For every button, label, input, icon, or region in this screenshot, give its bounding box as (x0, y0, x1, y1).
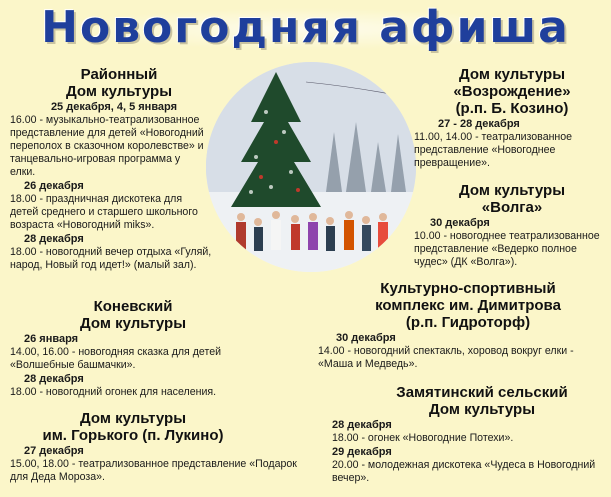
venue-name-line: Культурно-спортивный (380, 280, 556, 297)
event-date: 30 декабря (336, 332, 396, 344)
venue-name-line: «Возрождение» (453, 83, 571, 100)
venue-block-konevsky (10, 298, 256, 399)
event-text: 10.00 - новогоднее театрализованное представление «Ведерко полное чудес» (ДК «Волга»). (414, 230, 600, 268)
page-title: Новогодняя афиша (0, 0, 611, 56)
event-text: 18.00 - праздничная дискотека для детей среднего и старшего школьного возраста «Новогодний miks». (10, 193, 198, 231)
venue-name-line: «Волга» (481, 199, 543, 216)
venue-name-line: комплекс им. Димитрова (375, 297, 561, 314)
venue-name-line: Дом культуры (79, 410, 187, 427)
venue-block-rdk (10, 66, 238, 272)
event-date: 28 декабря (332, 419, 392, 431)
event-date: 25 декабря, 4, 5 января (50, 101, 178, 113)
event-text: 14.00 - новогодний спектакль, хоровод вокруг елки - «Маша и Медведь». (318, 345, 574, 370)
venue-block-vozrozhdenie (414, 66, 604, 170)
venue-name-line: Замятинский сельский (396, 384, 568, 401)
event-date: 28 декабря (24, 233, 84, 245)
venue-name-line: Коневский (93, 298, 173, 315)
venue-block-dimitrova (318, 280, 604, 371)
event-text: 18.00 - новогодний огонек для населения. (10, 386, 217, 398)
event-date: 30 декабря (430, 217, 490, 229)
venue-block-volga (414, 182, 604, 269)
event-text: 16.00 - музыкально-театрализованное представление для детей «Новогодний переполох в сказочном королевстве» и танцевально-игровая программа у елки. (10, 114, 204, 178)
event-text: 18.00 - новогодний вечер отдыха «Гуляй, народ, Новый год идет!» (малый зал). (10, 246, 212, 271)
venue-name-line: (р.п. Гидроторф) (405, 314, 531, 331)
event-date: 27 - 28 декабря (438, 118, 520, 130)
event-text: 18.00 - огонек «Новогодние Потехи». (332, 432, 514, 444)
event-text: 15.00, 18.00 - театрализованное представление «Подарок для Деда Мороза». (10, 458, 297, 483)
event-date: 26 декабря (24, 180, 84, 192)
event-date: 28 декабря (24, 373, 84, 385)
event-date: 27 декабря (24, 445, 84, 457)
venue-block-gorky (10, 410, 310, 484)
venue-name-line: им. Горького (п. Лукино) (42, 427, 224, 444)
venue-name-line: Дом культуры (458, 66, 566, 83)
venue-name-line: Дом культуры (65, 83, 173, 100)
venue-block-zamyatinsky (318, 384, 606, 485)
venue-name-line: (р.п. Б. Козино) (455, 100, 569, 117)
event-text: 11.00, 14.00 - театрализованное представление «Новогоднее превращение». (414, 131, 573, 169)
event-text: 20.00 - молодежная дискотека «Чудеса в Новогодний вечер». (332, 459, 596, 484)
venue-name-line: Дом культуры (458, 182, 566, 199)
event-date: 26 января (24, 333, 79, 345)
venue-name-line: Дом культуры (428, 401, 536, 418)
event-text: 14.00, 16.00 - новогодняя сказка для детей «Волшебные башмачки». (10, 346, 222, 371)
venue-name-line: Дом культуры (79, 315, 187, 332)
event-date: 29 декабря (332, 446, 392, 458)
venue-name-line: Районный (80, 66, 158, 83)
